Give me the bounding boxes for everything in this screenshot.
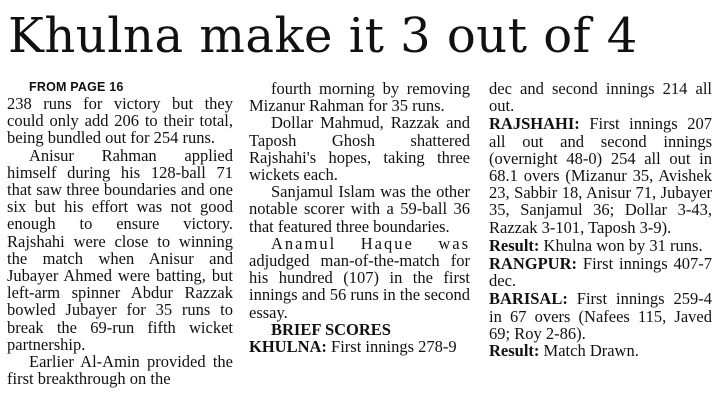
score-text: First innings 278-9 — [331, 337, 457, 357]
result-line — [489, 342, 712, 359]
result-line — [489, 237, 712, 254]
score-text: First innings 259-4 in 67 overs (Nafees 115, Javed 69; Roy 2-86). — [489, 289, 712, 343]
team-label: RANGPUR: — [489, 254, 577, 274]
team-label: BARISAL: — [489, 289, 568, 309]
paragraph: Dollar Mahmud, Razzak and Taposh Ghosh shattered Rajshahi's hopes, taking three wickets each. — [249, 113, 470, 185]
score-khulna-continued: dec and second innings 214 all out. — [489, 79, 712, 116]
result-label: Result: — [489, 341, 540, 361]
score-rajshahi — [489, 115, 712, 235]
paragraph-lead: Anamul Haque was — [271, 233, 470, 253]
score-text: First innings 407-7 dec. — [489, 254, 712, 291]
team-label: KHULNA: — [249, 337, 327, 357]
paragraph: Anisur Rahman applied himself during his 128-ball 71 that saw three boundaries and one six but his effort was not good enough to ensure victory. Rajshahi were close to winning the match when Anisur and Jubayer Ahmed were batting, but left-arm spinner Abdur Razzak bowled Jubayer for 35 runs to break the 69-run fifth wicket partnership. — [7, 145, 233, 354]
article-column-1 — [7, 80, 233, 387]
paragraph: fourth morning by removing Mizanur Rahman for 35 runs. — [249, 79, 470, 116]
article-column-2 — [249, 80, 470, 355]
score-text: First innings 207 all out and second innings (overnight 48-0) 254 all out in 68.1 overs (Mizanur 35, Avishek 23, Sabbir 18, Anisur 71, Jubayer 35, Sanjamul 36; Dollar 3-43, Razzak 3-101, Taposh 3-9). — [489, 114, 712, 237]
score-khulna — [249, 338, 470, 355]
paragraph-rest: adjudged man-of-the-match for his hundred (107) in the first innings and 56 runs in the second essay. — [249, 251, 470, 322]
article-column-3 — [489, 80, 712, 359]
score-rangpur — [489, 255, 712, 289]
team-label: RAJSHAHI: — [489, 114, 580, 134]
paragraph — [249, 235, 470, 321]
result-text: Khulna won by 31 runs. — [543, 235, 703, 255]
score-barisal — [489, 290, 712, 342]
result-text: Match Drawn. — [543, 341, 639, 361]
from-page-label: FROM PAGE 16 — [29, 80, 124, 94]
paragraph: Earlier Al-Amin provided the first breakthrough on the — [7, 352, 233, 389]
paragraph: Sanjamul Islam was the other notable scorer with a 59-ball 36 that featured three boundaries. — [249, 182, 470, 236]
result-label: Result: — [489, 235, 540, 255]
headline: Khulna make it 3 out of 4 — [8, 8, 638, 64]
brief-scores-heading: BRIEF SCORES — [271, 319, 391, 339]
paragraph: 238 runs for victory but they could only add 206 to their total, being bundled out for 254 runs. — [7, 94, 233, 148]
